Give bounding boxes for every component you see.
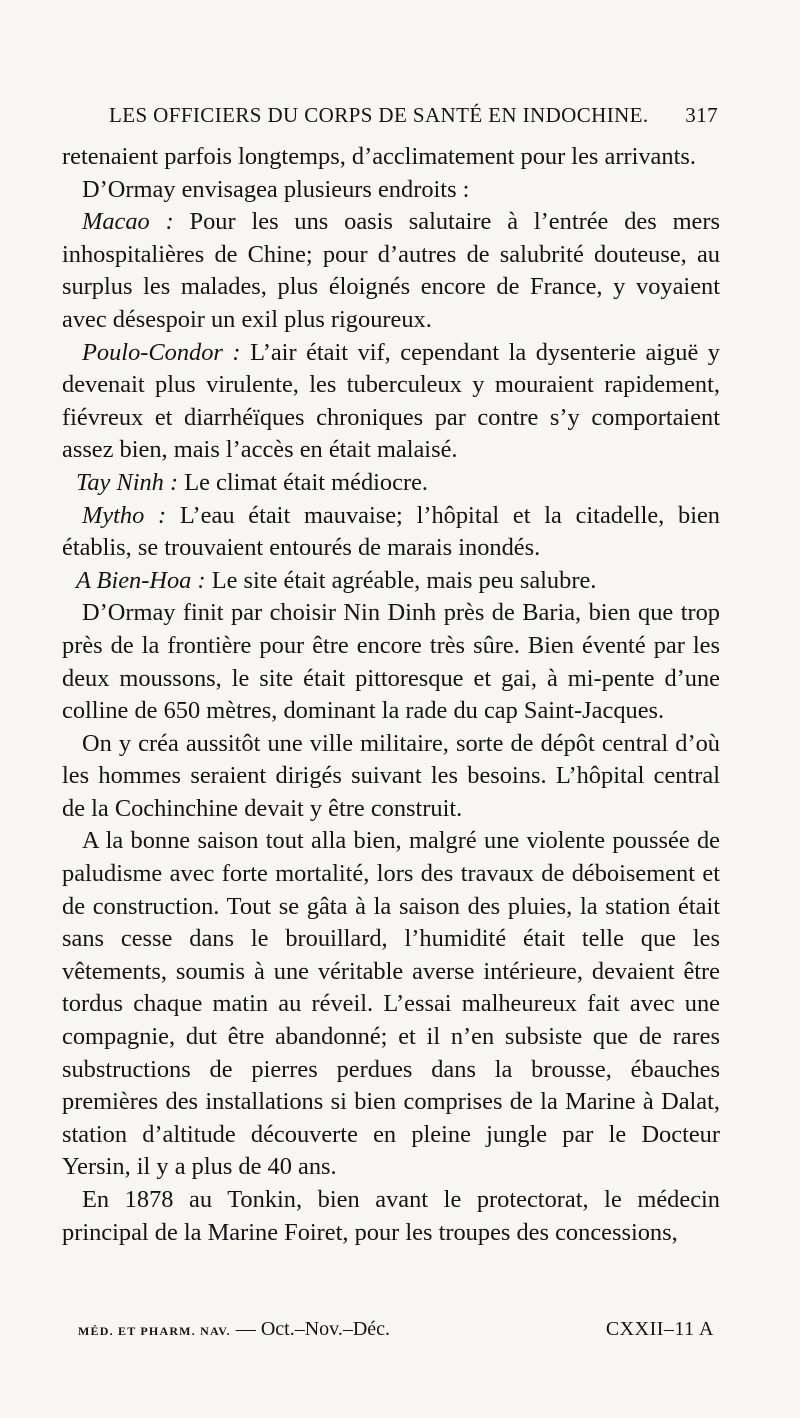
paragraph: D’Ormay envisagea plusieurs endroits : [82, 175, 470, 203]
paragraph-macao [62, 206, 720, 336]
place-name: A Bien-Hoa : [76, 566, 206, 594]
paragraph: A la bonne saison tout alla bien, malgré une violente poussée de paludisme avec forte mortalité, lors des travaux de déboisement et de construction. Tout se gâta à la saison des pluies, la station était sans cesse dans le brouillard, l’humidité était telle que les vêtements, soumis à une véritable averse intérieure, devaient être tordus chaque matin au réveil. L’essai malheureux fait avec une compagnie, dut être abandonné; et il n’en subsiste que de rares substructions de pierres perdues dans la brousse, ébauches premières des installations si bien comprises de la Marine à Dalat, station d’altitude découverte en pleine jungle par le Docteur Yersin, il y a plus de 40 ans. [62, 827, 720, 1181]
place-description: Pour les uns oasis salutaire à l’entrée des mers inhospitalières de Chine; pour d’autres de salubrité douteuse, au surplus les malades, plus éloignés encore de France, y voyaient avec désespoir un exil plus rigoureux. [62, 208, 720, 333]
paragraph-bien-hoa [62, 565, 720, 598]
page-number: 317 [685, 103, 718, 127]
place-description: L’air était vif, cependant la dysenterie aiguë y devenait plus virulente, les tuberculeux y mouraient rapidement, fiévreux et diarrhéïques chroniques par contre s’y comportaient assez bien, mais l’accès en était malaisé. [62, 338, 720, 464]
paragraph: retenaient parfois longtemps, d’acclimatement pour les arrivants. [62, 143, 696, 170]
place-name: Tay Ninh : [76, 468, 179, 496]
page-footer [78, 1318, 714, 1341]
paragraph: On y créa aussitôt une ville militaire, sorte de dépôt central d’où les hommes seraient dirigés suivant les besoins. L’hôpital central de la Cochinchine devait y être construit. [62, 729, 720, 822]
journal-abbreviation: MÉD. ET PHARM. NAV. [78, 1324, 231, 1338]
paragraph: D’Ormay finit par choisir Nin Dinh près de Baria, bien que trop près de la frontière pour être encore très sûre. Bien éventé par les deux moussons, le site était pittoresque et gai, à mi-pente d’une colline de 650 mètres, dominant la rade du cap Saint-Jacques. [62, 599, 720, 725]
place-name: Poulo-Condor : [82, 338, 241, 366]
paragraph-tay-ninh [62, 467, 720, 500]
issue-date: Oct.–Nov.–Déc. [260, 1318, 391, 1340]
running-title: LES OFFICIERS DU CORPS DE SANTÉ EN INDOCHINE. [109, 103, 649, 127]
place-name: Macao : [82, 208, 174, 236]
paragraph-poulo-condor [62, 337, 720, 467]
body-text [62, 141, 720, 1249]
footer-left [78, 1318, 390, 1341]
issue-number: CXXII–11 A [605, 1318, 714, 1340]
place-description: Le site était agréable, mais peu salubre. [205, 566, 597, 594]
place-name: Mytho : [82, 501, 167, 529]
running-header [109, 103, 718, 128]
paragraph-mytho [62, 500, 720, 565]
footer-dash: — [235, 1318, 256, 1340]
place-description: L’eau était mauvaise; l’hôpital et la citadelle, bien établis, se trouvaient entourés de marais inondés. [62, 501, 720, 562]
paragraph: En 1878 au Tonkin, bien avant le protectorat, le médecin principal de la Marine Foiret, pour les troupes des concessions, [62, 1186, 720, 1246]
place-description: Le climat était médiocre. [178, 468, 428, 496]
